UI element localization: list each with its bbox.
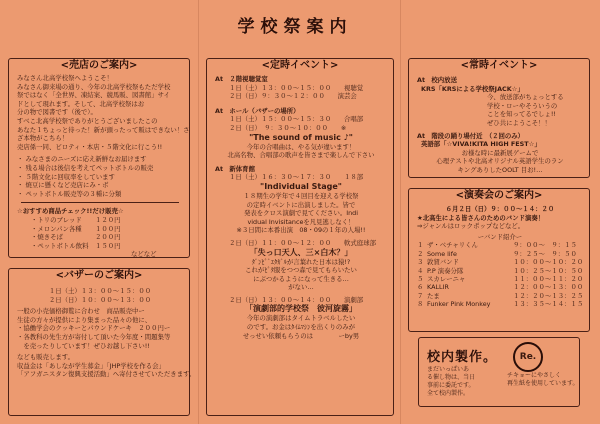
band-name: Some life [427,249,457,258]
event-desc: のです。お金はﾀｲﾑﾏｼﾝを出くりのみが [246,323,356,332]
shops-bullet: ・ ５階文化に回収率をしています [17,172,115,181]
event-time: ２日（日）１３：００～１４：００ 演劇部 [229,295,364,304]
band-name: 敦賀バンド [427,258,459,267]
band-no: ５ [417,275,424,283]
band-time: １２：２０～１３：２５ [513,291,584,300]
event-desc: にぶつかるようになって生きる… [253,274,349,283]
band-time: １３：３５～１４：１５ [513,300,584,309]
shops-intro-line: 祭ではなく「全世界、凍結案、競馬販、図書館」サイ [17,91,170,100]
footer-left-text: まだいっぱいあ る催し物は、当日 事前に委託です。 全て校内製作。 [427,366,476,397]
event-desc: ぜひ共にようこそ！！ [487,118,551,127]
footer-right-text: チキョーにやさしく 再生紙を使用しています。 [507,372,579,387]
band-time: ９：２５～ ９：５０ [513,249,577,258]
stage-section [408,188,590,332]
event-place: At ホール（バザーの場所） [215,106,300,115]
band-name: Funker Pink Monkey [427,300,491,309]
event-time: １日（土）１６：３０～１７：３０ １８部 [229,173,364,182]
event-desc: 心理テストや北高オリジナル英語学生のラン [436,157,564,166]
band-no: ３ [417,258,424,267]
page-title: 学校祭案内 [237,17,353,37]
bazaar-body: 生徒の方々が提供により集まった品々の他に、 [17,315,152,324]
band-name: KALLIR [427,283,449,292]
shops-intro-line: 分の物で図書です（後で）。 [17,108,97,117]
band-row [417,300,583,308]
bazaar-time: １日（土）１３：００～１５：００ [48,287,152,295]
band-time: １０：２５～１０：５０ [513,266,584,275]
event-desc: 今年の演劇部はタイムトラベルしたい [246,314,356,323]
divider [21,202,179,203]
title-area [196,14,394,40]
menu-more: などなど [131,250,157,259]
event-place: At 階段の踊り場付近 （２回のみ） [417,131,525,140]
band-no: ４ [417,266,424,275]
event-desc: ﾀﾞﾝﾋﾟﾞｴﾀｶﾞﾙが言葉れた日本は猿!? [251,257,351,266]
bazaar-body: を売ったりしています！ぜひお越し下さい!! [17,341,150,350]
band-row [417,250,583,258]
band-name: P.P 演奏分隊 [427,266,464,275]
event-desc: ことを知ってるでしょ!! [487,110,556,119]
event-desc: １８期生の学年で４回目を迎える学校祭 [243,191,359,200]
event-desc: がない… [288,283,314,292]
band-row [417,267,583,275]
fold-line [198,0,199,424]
band-row [417,283,583,291]
shops-intro-line: すべこ北高学校祭でありがとうございましたこの [17,116,158,125]
band-row [417,258,583,266]
menu-item: ・メロンパン各種 １００円 [31,224,121,233]
event-desc: 今、放送部がちょっとする [487,93,564,102]
band-row [417,275,583,283]
shops-intro-line: ざ本物がこちら！ [17,134,69,143]
event-desc: これがﾋﾟﾀ服をつつ森で見てもらいたい [245,266,357,275]
stage-heading: <演奏会のご案内> [455,190,543,201]
event-desc: キングありしたOOLT 目お!… [457,165,543,174]
event-title: 「演劇部的学校祭 彼河旋霧」 [245,304,357,314]
event-title: 英語部「☆VIVA!KITA HIGH FEST☆」 [421,140,541,149]
bazaar-body: ・各教科の先生方が寄付して頂いた今年度・間題集等 [17,332,171,341]
band-name: たま [427,291,440,300]
shops-intro-line: あなた１ちょっと待った！新が頭ったって販はできない！さ [17,125,190,134]
band-no: １ [417,241,424,250]
event-desc: お様な時に最新展ゲームで [461,148,539,157]
stage-lead: ⇒ジャンルはロックポップなどなど。 [417,222,525,231]
event-desc: 発表をクロス演劇で見てください。Indi [243,209,359,218]
band-name: スカレーニャ [427,275,466,283]
bazaar-heading: <バザーのご案内> [55,270,143,281]
event-place: At ２階視聴覚室 [215,75,268,83]
event-title: "The sound of music ♪" [249,132,353,142]
bazaar-donate: 収益金は「あしなが学生募金」「JHP学校を作る会」 [17,361,165,370]
band-time: １０：００～１０：２０ [513,258,584,267]
shops-heading: <売店のご案内> [60,60,138,71]
event-desc: 今年の合唱曲は、やる気が違います！ [246,142,356,151]
recycle-icon: Re. [513,342,543,372]
event-title: KRS「KRSによる学校祭JACK☆」 [421,84,524,93]
band-no: ８ [417,300,424,309]
bazaar-section [8,268,196,416]
event-desc: 学校・ローやそういうの [487,101,558,110]
event-desc: せっせい依頼もらうのは ーby男 [242,331,360,340]
bazaar-body: 一般の小売価格御覧に合わせ 商品販売中ー [17,307,145,316]
event-place: At 新体育館 [215,164,255,173]
regular-heading: <定時イベント> [261,60,339,71]
footer-title: 校内製作。 [427,350,498,365]
shops-section [8,58,190,258]
band-time: ９：００～ ９：１５ [513,241,577,250]
event-desc: vidual Invisitanceを凡見逃しなく！ [247,217,355,226]
menu-heading: ☆おすすめ商品チェック!!だけ販売☆ [17,207,124,216]
shops-bullet: ・ 残る場合は後信を考えてペットボトルの販売 [17,163,154,172]
always-events-section [408,58,590,178]
band-no: ７ [417,291,424,300]
shops-bullet: ・ みなさまのニーズに応え新鮮なお届けます [17,155,147,164]
event-time: ２日（日）９：３０～１２：００ 演芸会 [229,92,357,101]
fold-line [400,0,401,424]
always-heading: <常時イベント> [460,60,538,71]
shops-intro-line: ドとして現れます。そして、北高学校祭はお [17,99,145,108]
event-note: ※３日間に本番出演 08・09の１年の人場!! [236,226,366,235]
band-name: ザ・ベチャリくん [427,241,478,250]
band-no: ２ [417,249,424,258]
bazaar-body: ・協働学会のクッキーとパウンドケーキ ２００円ー [17,324,171,333]
event-time: ２日（日）１１：００～１２：００ 軟式庭球部 [229,238,376,247]
shops-bullet: ・ ペットボトル販売等の３種に分類 [17,189,122,198]
band-time: １１：００～１１：２０ [513,275,584,283]
footer-section [418,337,580,407]
event-time: １日（土）１５：００～１５：３０ 合唱部 [229,115,364,124]
menu-item: ・ペットボトル飲料 １５０円 [31,241,121,250]
regular-events-section [206,58,394,416]
event-desc: 北高名物、合唱部の歌声を皆さまで楽しんで下さい [227,151,375,160]
bazaar-time: ２日（日）１０：００～１３：００ [48,295,152,304]
menu-item: ・トリのブレッド １２０円 [31,215,121,224]
stage-lead: ★北高生による皆さんのためのバンド演奏！ [417,213,545,222]
shops-intro-line: 売店係一同、ビロティ・本店・５階文化に行こう!! [17,142,163,151]
event-title: 「失っ口天人、三×白木？」 [249,247,353,257]
band-time: １２：００～１３：００ [513,283,584,292]
band-row [417,292,583,300]
bazaar-donate: 「アフガニスタン復興支援活動」へ寄付させていただきます。 [17,370,196,379]
band-no: ６ [417,283,424,292]
event-desc: の定時イベントに出演しました。皆で [246,200,356,209]
stage-time: ６月２日（日）９：００～１４：２０ [445,205,555,213]
bands-heading: ーバンド紹介ー [477,232,523,241]
shops-bullet: ・ 焼豆に懸くなど売店にみ・ボ [17,181,109,190]
event-time: １日（土）１３：００～１５：００ 視聴覚 [229,83,364,92]
menu-item: ・焼きそば ２００円 [31,233,121,242]
band-row [417,241,583,249]
event-time: ２日（日） ９：３０～１０：００ ※ [229,123,347,132]
event-title: "Individual Stage" [260,181,342,191]
shops-intro-line: みなさん北高学校祭へようこそ！ [17,74,113,82]
event-place: At 校内放送 [417,76,457,84]
shops-intro-line: みなさん御来場の通り、今年の北高学校祭もただ学校 [17,82,171,91]
bazaar-donate-heading: なども販売します。 [17,353,75,362]
band-list [417,241,583,308]
